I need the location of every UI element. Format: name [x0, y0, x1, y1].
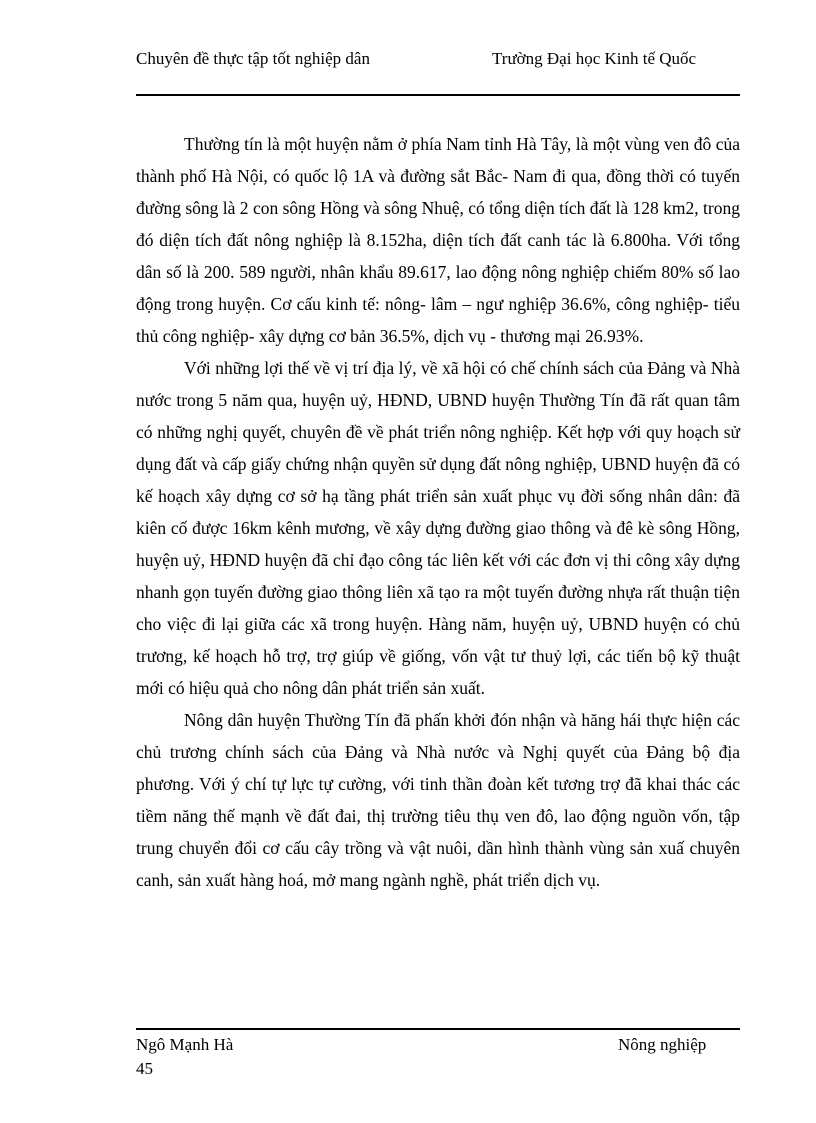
document-body — [136, 128, 740, 896]
paragraph-3: Nông dân huyện Thường Tín đã phấn khởi đón nhận và hăng hái thực hiện các chủ trương chính sách của Đảng và Nhà nước và Nghị quyết của Đảng bộ địa phương. Với ý chí tự lực tự cường, với tinh thần đoàn kết tương trợ đã khai thác các tiềm năng thế mạnh về đất đai, thị trường tiêu thụ ven đô, lao động nguồn vốn, tập trung chuyển đổi cơ cấu cây trồng và vật nuôi, dần hình thành vùng sản xuấ chuyên canh, sản xuất hàng hoá, mở mang ngành nghề, phát triển dịch vụ. — [136, 710, 740, 890]
footer-major: Nông nghiệp — [618, 1035, 707, 1054]
paragraph-2: Với những lợi thế về vị trí địa lý, về xã hội có chế chính sách của Đảng và Nhà nước trong 5 năm qua, huyện uỷ, HĐND, UBND huyện Thường Tín đã rất quan tâm có những nghị quyết, chuyên đề về phát triển nông nghiệp. Kết hợp với quy hoạch sử dụng đất và cấp giấy chứng nhận quyền sử dụng đất nông nghiệp, UBND huyện đã có kế hoạch xây dựng cơ sở hạ tầng phát triển sản xuất phục vụ đời sống nhân dân: đã kiên cố được 16km kênh mương, về xây dựng đường giao thông và đê kè sông Hồng, huyện uỷ, HĐND huyện đã chỉ đạo công tác liên kết với các đơn vị thi công xây dựng nhanh gọn tuyến đường giao thông liên xã tạo ra một tuyến đường nhựa rất thuận tiện cho việc đi lại giữa các xã trong huyện. Hàng năm, huyện uỷ, UBND huyện có chủ trương, kế hoạch hỗ trợ, trợ giúp về giống, vốn vật tư thuỷ lợi, các tiến bộ kỹ thuật mới có hiệu quả cho nông dân phát triển sản xuất. — [136, 358, 740, 698]
paragraph-1: Thường tín là một huyện nằm ở phía Nam tỉnh Hà Tây, là một vùng ven đô của thành phố Hà Nội, có quốc lộ 1A và đường sắt Bắc- Nam đi qua, đồng thời có tuyến đường sông là 2 con sông Hồng và sông Nhuệ, có tổng diện tích đất là 128 km2, trong đó diện tích đất nông nghiệp là 8.152ha, diện tích đất canh tác là 6.800ha. Với tổng dân số là 200. 589 người, nhân khẩu 89.617, lao động nông nghiệp chiếm 80% số lao động trong huyện. Cơ cấu kinh tế: nông- lâm – ngư nghiệp 36.6%, công nghiệp- tiểu thủ công nghiệp- xây dựng cơ bản 36.5%, dịch vụ - thương mại 26.93%. — [136, 134, 740, 346]
footer-author: Ngô Mạnh Hà — [136, 1035, 234, 1054]
page-footer — [136, 1028, 740, 1078]
page-header — [136, 48, 740, 96]
header-title-left: Chuyên đề thực tập tốt nghiệp dân — [136, 49, 370, 68]
header-title-right: Trường Đại học Kinh tế Quốc — [492, 49, 697, 68]
footer-page-number: 45 — [136, 1059, 153, 1078]
